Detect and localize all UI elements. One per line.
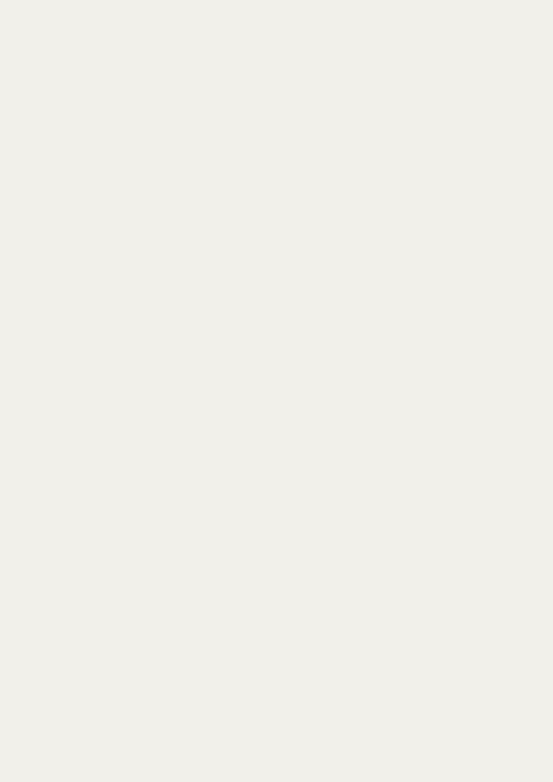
site-logo: [365, 728, 545, 768]
